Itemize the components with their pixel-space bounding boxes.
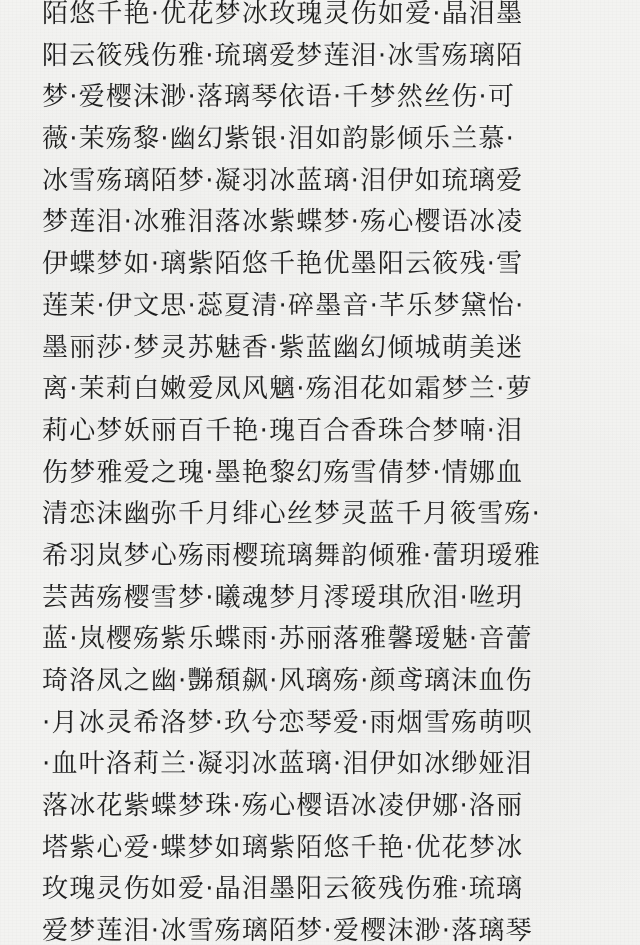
text-line-2: 阳云筱残伤雅·琉璃爱梦莲泪·冰雪殇璃陌 (42, 40, 524, 71)
text-line-10: 离·茉莉白嫩爱凤风魑·殇泪花如霜梦兰·萝 (42, 374, 533, 405)
text-line-23: 爱梦莲泪·冰雪殇璃陌梦·爱樱沫渺·落璃琴 (42, 916, 533, 945)
text-line-12: 伤梦雅爱之瑰·墨艳黎幻殇雪倩梦·情娜血 (42, 457, 524, 488)
text-line-6: 梦莲泪·冰雅泪落冰紫蝶梦·殇心樱语冰凌 (42, 207, 524, 238)
text-line-9: 墨丽莎·梦灵苏魅香·紫蓝幽幻倾城萌美迷 (42, 332, 524, 363)
text-line-19: ·血叶洛莉兰·凝羽冰蓝璃·泪伊如冰缈娅泪 (42, 749, 533, 780)
text-line-3: 梦·爱樱沫渺·落璃琴依语·千梦然丝伤·可 (42, 82, 516, 113)
text-line-20: 落冰花紫蝶梦珠·殇心樱语冰凌伊娜·洛丽 (42, 791, 524, 822)
text-line-21: 塔紫心爱·蝶梦如璃紫陌悠千艳·优花梦冰 (42, 832, 524, 863)
text-line-22: 玫瑰灵伤如爱·晶泪墨阳云筱残伤雅·琉璃 (42, 874, 524, 905)
text-line-11: 莉心梦妖丽百千艳·瑰百合香珠合梦喃·泪 (42, 415, 524, 446)
text-line-13: 清恋沫幽弥千月绯心丝梦灵蓝千月筱雪殇· (42, 499, 542, 530)
text-line-4: 薇·茉殇黎·幽幻紫银·泪如韵影倾乐兰慕· (42, 124, 516, 155)
text-line-17: 琦洛凤之幽·豒頹飙·风璃殇·颜鸢璃沫血伤 (42, 666, 533, 696)
text-line-5: 冰雪殇璃陌梦·凝羽冰蓝璃·泪伊如琉璃爱 (42, 165, 524, 196)
text-line-16: 蓝·岚樱殇紫乐蝶雨·苏丽落雅馨瑷魅·音蕾 (42, 624, 533, 655)
text-line-7: 伊蝶梦如·璃紫陌悠千艳优墨阳云筱残·雪 (42, 249, 524, 280)
text-line-18: ·月冰灵希洛梦·玖兮恋琴爱·雨烟雪殇萌呗 (42, 707, 533, 738)
name-list-text (42, 0, 602, 945)
text-line-1: 陌悠千艳·优花梦冰玫瑰灵伤如爱·晶泪墨 (42, 0, 524, 29)
text-line-8: 莲茉·伊文思·蕊夏清·碎墨音·芊乐梦黛怡· (42, 290, 525, 321)
text-line-15: 芸茜殇樱雪梦·曦魂梦月澪瑷琪欣泪·咝玥 (42, 582, 524, 613)
text-line-14: 希羽岚梦心殇雨樱琉璃舞韵倾雅·蕾玥瑷雅 (42, 540, 542, 571)
